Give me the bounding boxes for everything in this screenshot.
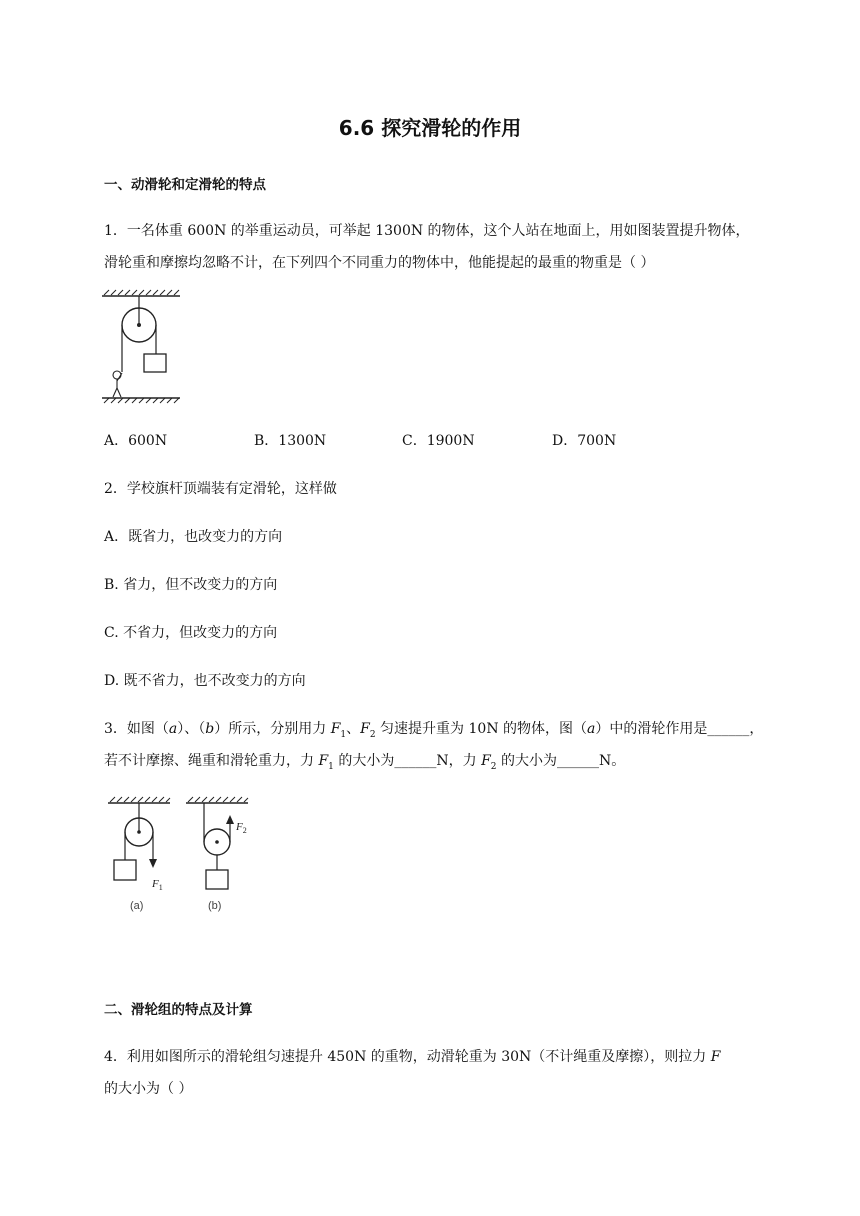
q1-text-line2: 滑轮重和摩擦均忽略不计，在下列四个不同重力的物体中，他能提起的最重的物重是（ ） (104, 255, 655, 271)
q4-text-line2: 的大小为（ ） (104, 1081, 193, 1097)
q3-caption-b: (b) (208, 900, 222, 912)
q4-text-line1: 4．利用如图所示的滑轮组匀速提升 450N 的重物，动滑轮重为 30N（不计绳重及摩擦），则拉力 F (104, 1049, 721, 1065)
q3-label-f2: $F_2$ (236, 821, 247, 835)
q3-text-line1: 3．如图（a）、（b）所示，分别用力 $F_1$、$F_2$ 匀速提升重为 10N 的物体，图（a）中的滑轮作用是______， (104, 721, 764, 740)
page-title: 6.6 探究滑轮的作用 (338, 116, 522, 140)
q1-option-c: C．1900N (402, 433, 475, 449)
q2-option-c: C. 不省力，但改变力的方向 (104, 625, 278, 641)
q2-stem: 2．学校旗杆顶端装有定滑轮，这样做 (104, 481, 337, 497)
q2-option-d: D. 既不省力，也不改变力的方向 (104, 673, 306, 689)
q1-text-line1: 1．一名体重 600N 的举重运动员，可举起 1300N 的物体，这个人站在地面上，用如图装置提升物体， (104, 223, 750, 239)
q1-option-d: D．700N (552, 433, 617, 449)
section-heading-1: 一、动滑轮和定滑轮的特点 (104, 177, 266, 193)
q1-pulley-figure (100, 288, 185, 406)
q3-pulley-figure (104, 796, 254, 920)
q1-option-b: B．1300N (254, 433, 327, 449)
q1-option-a: A．600N (104, 433, 168, 449)
q2-option-b: B. 省力，但不改变力的方向 (104, 577, 278, 593)
q2-option-a: A．既省力，也改变力的方向 (104, 529, 283, 545)
section-heading-2: 二、滑轮组的特点及计算 (104, 1002, 253, 1018)
q3-caption-a: (a) (130, 900, 144, 912)
q3-text-line2: 若不计摩擦、绳重和滑轮重力，力 $F_1$ 的大小为______N，力 $F_2$ 的大小为______N。 (104, 753, 626, 772)
q3-label-f1: $F_1$ (152, 878, 163, 892)
